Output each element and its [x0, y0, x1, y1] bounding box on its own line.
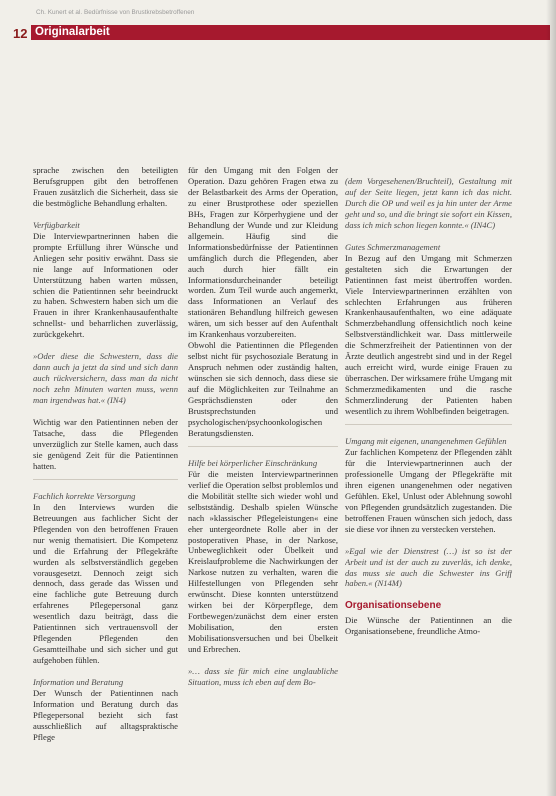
subheading: Umgang mit eigenen, unangenehmen Gefühlen	[345, 436, 507, 447]
page-edge-shadow	[546, 0, 556, 796]
paragraph: Die Interviewpartnerinnen haben die prompte Erfüllung ihrer Wünsche und Anliegen sehr positiv erwähnt. Dass sie nie lange auf Informationen oder Unterstützung haben warten müssen, schien die Patientinnen sehr beeindruckt zu haben. Schwestern haben sich um die Frauen in ihrer Krankenhausaufenthalte schnellst- und beharrlichen zuverlässig, zurückgekehrt.	[33, 230, 178, 340]
page-number: 12	[13, 26, 28, 41]
interview-quote: »… dass sie für mich eine unglaubliche Situation, muss ich eben auf dem Bo-	[188, 665, 338, 687]
subheading: Hilfe bei körperlicher Einschränkung	[188, 457, 318, 468]
paragraph: Obwohl die Patientinnen die Pflegenden selbst nicht für psychosoziale Beratung in Anspruch nehmen oder zuständig halten, wünschen sie sich dennoch, dass diese sie auf die Möglichkeiten zur Teilnahme an Gesprächsdiensten oder den Brustsprechstunden und psychologischen/psychoonkologischen Beratungsdiensten.	[188, 340, 338, 438]
column-divider	[188, 446, 338, 447]
paragraph: Die Wünsche der Patientinnen an die Organisationsebene, freundliche Atmo-	[345, 615, 512, 637]
subheading: Gutes Schmerzmanagement	[345, 241, 441, 252]
running-head: Ch. Kunert et al. Bedürfnisse von Brustkrebsbetroffenen	[36, 9, 195, 16]
paragraph: Der Wunsch der Patientinnen nach Information und Beratung durch das Pflegepersonal bezieht sich fast ausschließlich auf alltagspraktische Pflege	[33, 688, 178, 742]
section-label: Originalarbeit	[35, 26, 110, 38]
interview-quote: »Oder diese die Schwestern, dass die dann auch ja jetzt da sind und sich dann auch rückversichern, dass man da nicht noch zehn Minuten warten muss, wenn man irgendwas hat.« (IN4)	[33, 351, 178, 406]
text-column-1	[33, 165, 178, 780]
interview-quote: »Egal wie der Dienstrest (…) ist so ist der Arbeit und ist der auch zu zuverläs, ich denke, das muss sie auch die Schwester ins Griff haben.« (N14M)	[345, 545, 512, 589]
column-divider	[345, 424, 512, 425]
section-banner	[31, 25, 550, 40]
paragraph: In den Interviews wurden die Betreuungen aus fachlicher Sicht der Pflegenden von den betroffenen Frauen nur wenig thematisiert. Die Kompetenz und die Erfahrung der Pflegekräfte wurden als selbstverständlich gegeben vorausgesetzt. Dennoch zeigt sich dennoch, dass gerade das Wissen und eine fachliche gute Betreuung durch erfahrenes Pflegepersonal ganz wesentlich dazu beiträgt, dass die Patientinnen sich vertrauensvoll der Pflegenden Pflegenden den Gesamtteilhabe und sich sicher und gut aufgehoben fühlen.	[33, 501, 178, 666]
paragraph: Zur fachlichen Kompetenz der Pflegenden zählt für die Interviewpartnerinnen auch der professionelle Umgang der Pflegekräfte mit ihren eigenen unangenehmen oder negativen Gefühlen. Ekel, Unlust oder Ablehnung sowohl von Pflegenden grundsätzlich zugestanden. Die betroffenen Frauen wünschen sich jedoch, dass sie diese vor ihnen zu verstecken verstehen.	[345, 446, 512, 534]
subheading: Verfügbarkeit	[33, 219, 80, 230]
interview-quote: (dem Vorgesehenen/Bruchteil), Gestaltung mit auf der Seite liegen, jetzt kann ich das nicht. Durch die OP und weil es ja hin unter der Arme geht und so, und die bringt sie sofort ein Kissen, dass ich mich schon liegen konnte.« (IN4C)	[345, 176, 512, 230]
paragraph: sprache zwischen den beteiligten Berufsgruppen gibt den betroffenen Frauen zusätzlich die Sicherheit, dass sie die bestmögliche Behandlung erhalten.	[33, 165, 178, 208]
text-column-3	[345, 165, 512, 780]
column-divider	[33, 479, 178, 480]
paragraph: Für die meisten Interviewpartnerinnen verlief die Operation selbst problemlos und die Mobilität stellte sich wieder wohl und selbstständig. Deshalb spielen Wünsche nach »klassischer Pflegeleistungen« eine eher untergeordnete Rolle aber in der postoperativen Phase, in der Narkose, Unbeweglichkeit oder Übelkeit und Kreislaufprobleme die Nachwirkungen der Narkose nutzen zu verhalten, waren die Hilfestellungen von Pflegenden sehr erwünscht. Diese konnten unterstützend wirken bei der Körperpflege, dem Fortbewegen/zunächst dem einer ersten Mobilisation, den ersten Mobilisationsversuchen und bei Übelkeit und Erbrechen.	[188, 468, 338, 655]
paragraph: für den Umgang mit den Folgen der Operation. Dazu gehören Fragen etwa zu der Belastbarkeit des Arms der Operation, zu einer Brustprothese oder speziellen BHs, Fragen zur Körperhygiene und der Behandlung der Wunde und zur Kleidung allgemein. Häufig sind die Informationsbedürfnisse der Patientinnen umfänglich durch die Pflegenden, aber auch durch hier fällt ein Informationsdurcheinander beteiligt worden. Zum Teil wurde auch angemerkt, dass Informationen an Verlauf des stationären Behandlung hilfreich gewesen wären, um sich besser auf den Aufenthalt im Krankenhaus vorzubereiten.	[188, 165, 338, 340]
subheading: Information und Beratung	[33, 677, 124, 688]
paragraph: Wichtig war den Patientinnen neben der Tatsache, dass die Pflegenden unverzüglich zur Stelle kamen, auch dass sie genügend Zeit für die Patientinnen hatten.	[33, 417, 178, 471]
paragraph: In Bezug auf den Umgang mit Schmerzen gestalteten sich die Erwartungen der Patientinnen fast meist übertroffen worden. Viele Interviewpartnerinnen erzählten von schlechten Erfahrungen aus früheren Krankenhausaufenthalten, wo eine adäquate Schmerzbehandlung offensichtlich noch keine Selbstverständlichkeit war. Dass mittlerweile die Schmerzfreiheit der Patientinnen von der Ärzte deutlich angestrebt sind und in der Regel auch erreicht wird, wurde einige Frauen zu überraschen. Der wirksamere frühe Umgang mit Schmerzmedikamenten und die rasche Schmerzlinderung der Patienten haben wesentlich zu ihrem Wohlbefinden beigetragen.	[345, 252, 512, 417]
text-column-2	[188, 165, 338, 780]
subheading: Fachlich korrekte Versorgung	[33, 490, 136, 501]
section-heading: Organisationsebene	[345, 600, 442, 612]
